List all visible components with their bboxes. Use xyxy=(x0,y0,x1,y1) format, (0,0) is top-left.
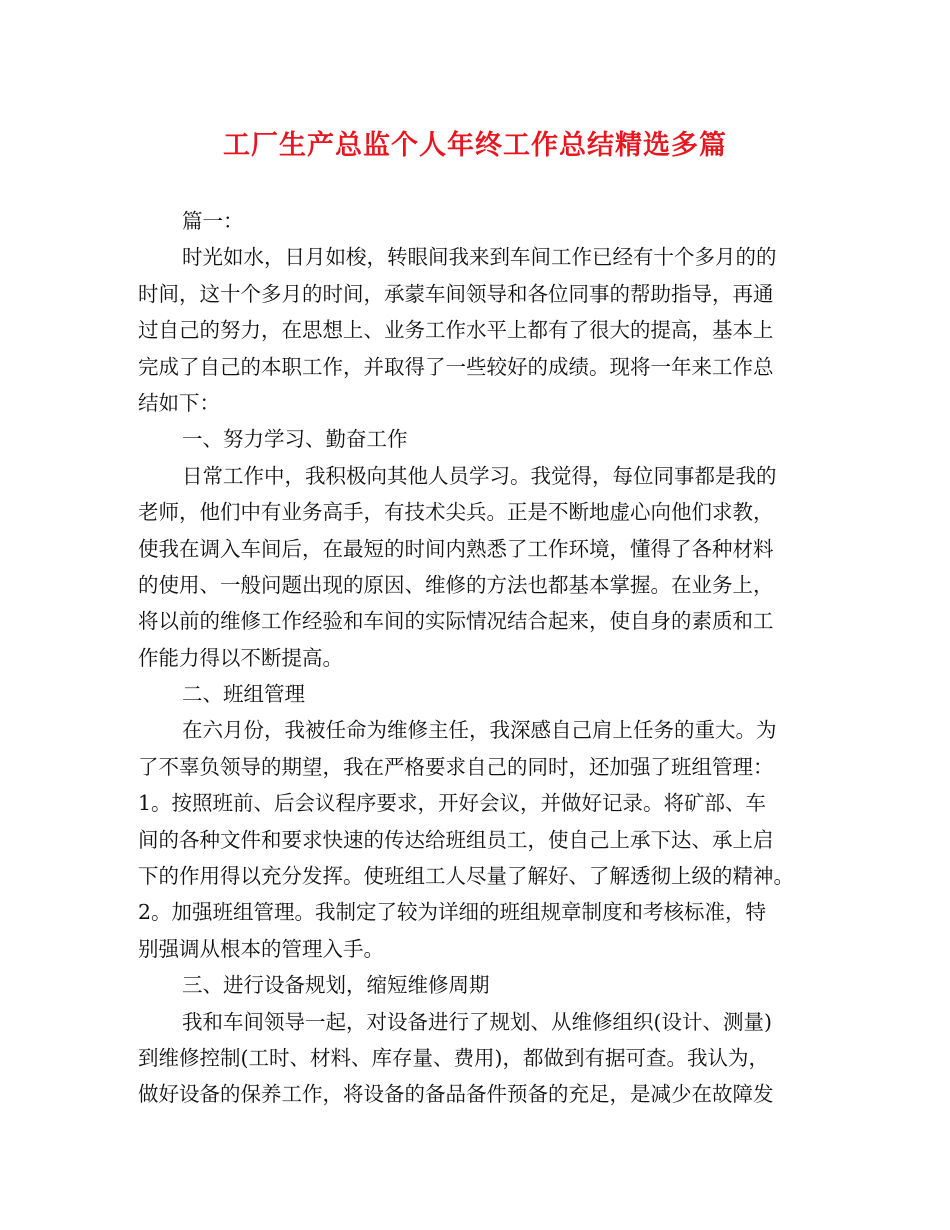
paragraph-line: 使我在调入车间后，在最短的时间内熟悉了工作环境，懂得了各种材料 xyxy=(138,536,774,561)
section-heading-team-management: 二、班组管理 xyxy=(182,682,305,707)
document-title: 工厂生产总监个人年终工作总结精选多篇 xyxy=(223,130,727,161)
section-heading-part-one: 篇一： xyxy=(182,209,244,233)
paragraph-line: 时间，这十个多月的时间，承蒙车间领导和各位同事的帮助指导，再通 xyxy=(138,281,774,306)
paragraph-line: 的使用、一般问题出现的原因、维修的方法也都基本掌握。在业务上， xyxy=(138,572,774,597)
paragraph-line: 了不辜负领导的期望，我在严格要求自己的同时，还加强了班组管理： xyxy=(138,754,774,779)
paragraph-line: 间的各种文件和要求快速的传达给班组员工，使自己上承下达、承上启 xyxy=(138,827,774,852)
paragraph-line: 到维修控制(工时、材料、库存量、费用)，都做到有据可查。我认为， xyxy=(138,1045,769,1070)
document-body xyxy=(138,203,818,1113)
paragraph-line: 结如下： xyxy=(138,390,220,415)
section-heading-equipment-planning: 三、进行设备规划，缩短维修周期 xyxy=(182,973,490,998)
paragraph-line: 日常工作中，我积极向其他人员学习。我觉得，每位同事都是我的 xyxy=(182,463,777,488)
paragraph-line: 将以前的维修工作经验和车间的实际情况结合起来，使自身的素质和工 xyxy=(138,609,774,634)
paragraph-line: 时光如水，日月如梭，转眼间我来到车间工作已经有十个多月的的 xyxy=(182,245,777,270)
paragraph-line: 我和车间领导一起，对设备进行了规划、从维修组织(设计、测量) xyxy=(182,1009,772,1034)
paragraph-line: 过自己的努力，在思想上、业务工作水平上都有了很大的提高，基本上 xyxy=(138,318,774,343)
section-heading-study: 一、努力学习、勤奋工作 xyxy=(182,427,408,452)
paragraph-line: 在六月份，我被任命为维修主任，我深感自己肩上任务的重大。为 xyxy=(182,718,777,743)
paragraph-line: 完成了自己的本职工作，并取得了一些较好的成绩。现将一年来工作总 xyxy=(138,354,774,379)
paragraph-line: 做好设备的保养工作，将设备的备品备件预备的充足，是减少在故障发 xyxy=(138,1082,774,1107)
paragraph-line: 作能力得以不断提高。 xyxy=(138,645,343,670)
paragraph-line: 下的作用得以充分发挥。使班组工人尽量了解好、了解透彻上级的精神。 xyxy=(138,864,794,889)
paragraph-line: 1。按照班前、后会议程序要求，开好会议，并做好记录。将矿部、车 xyxy=(138,791,767,816)
paragraph-line: 别强调从根本的管理入手。 xyxy=(138,936,384,961)
paragraph-line: 老师，他们中有业务高手，有技术尖兵。正是不断地虚心向他们求教， xyxy=(138,500,774,525)
paragraph-line: 2。加强班组管理。我制定了较为详细的班组规章制度和考核标准，特 xyxy=(138,900,767,925)
